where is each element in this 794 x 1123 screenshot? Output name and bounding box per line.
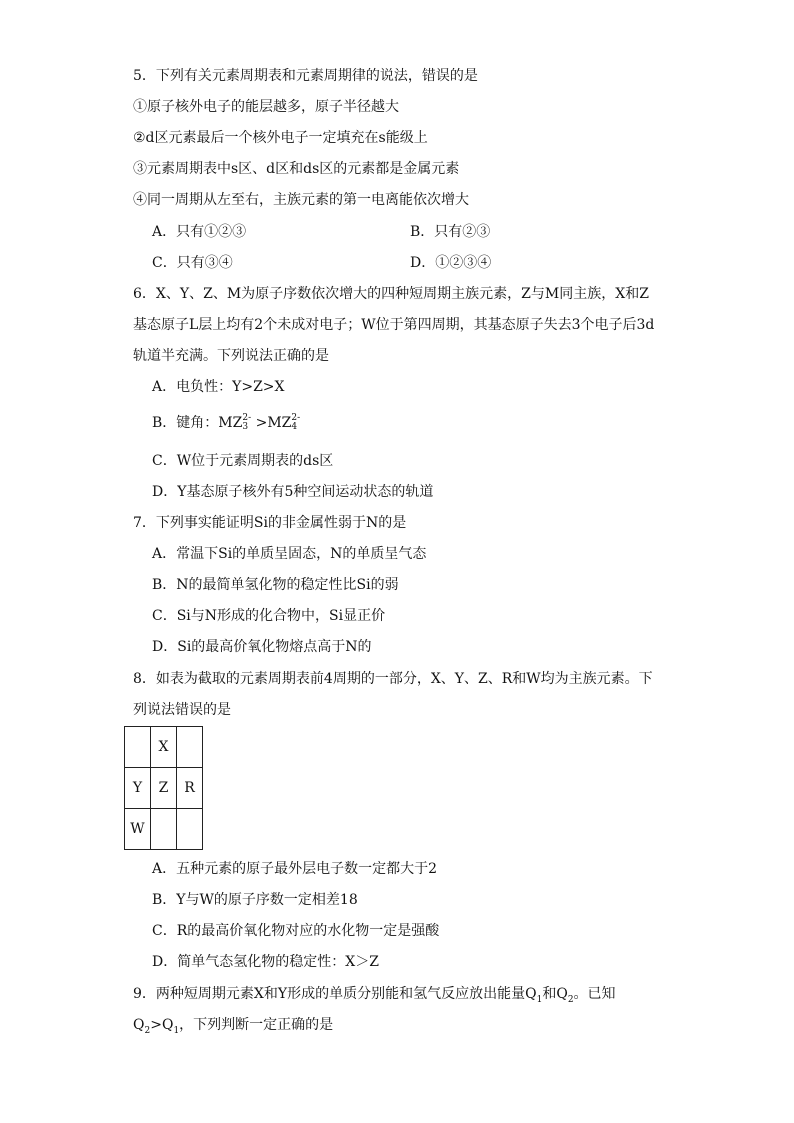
table-cell: W [125,809,151,850]
table-row [125,768,203,809]
q6-stem-line-1: 6．X、Y、Z、M为原子序数依次增大的四种短周期主族元素，Z与M同主族，X和Z [133,286,649,302]
q7-option-a: A．常温下Si的单质呈固态，N的单质呈气态 [152,546,427,562]
table-cell: Y [125,768,151,809]
q7-option-d: D．Si的最高价氧化物熔点高于N的 [152,639,372,655]
q8-stem-line-1: 8．如表为截取的元素周期表前4周期的一部分，X、Y、Z、R和W均为主族元素。下 [133,671,653,687]
q9-sub-3: 2 [144,1025,151,1036]
q5-option-b: B．只有②③ [410,224,491,240]
q9-sub-1: 1 [536,994,543,1005]
q9-stem-line-1 [133,984,616,1004]
q8-option-c: C．R的最高价氧化物对应的水化物一定是强酸 [152,923,440,939]
q5-item-3: ③元素周期表中s区、d区和ds区的元素都是金属元素 [133,161,460,177]
periodic-table-excerpt [124,726,203,850]
q7-stem: 7．下列事实能证明Si的非金属性弱于N的是 [133,515,407,531]
q9-sub-2: 2 [567,994,574,1005]
q5-stem: 5．下列有关元素周期表和元素周期律的说法，错误的是 [133,68,478,84]
q7-option-b: B．N的最简单氢化物的稳定性比Si的弱 [152,577,399,593]
q6-option-b-count-1: 3 [242,422,249,432]
q9-line2-c: ，下列判断一定正确的是 [179,1017,334,1033]
q7-option-c: C．Si与N形成的化合物中，Si显正价 [152,608,386,624]
q6-option-b-prefix: B．键角：MZ [152,415,243,431]
q8-option-b: B．Y与W的原子序数一定相差18 [152,892,358,908]
q9-line2-b: >Q [150,1017,174,1033]
table-cell [125,727,151,768]
q5-option-c: C．只有③④ [152,255,233,271]
q9-line1-a: 9．两种短周期元素X和Y形成的单质分别能和氢气反应放出能量Q [133,986,537,1002]
q6-option-a: A．电负性：Y>Z>X [152,379,285,395]
table-cell: R [177,768,203,809]
q5-option-d: D．①②③④ [410,255,492,271]
q6-option-b [152,413,300,433]
table-cell [177,809,203,850]
table-row [125,809,203,850]
q8-stem-line-2: 列说法错误的是 [133,702,231,718]
q5-item-4: ④同一周期从左至右，主族元素的第一电离能依次增大 [133,192,469,208]
q6-option-d: D．Y基态原子核外有5种空间运动状态的轨道 [152,484,434,500]
q5-option-a: A．只有①②③ [152,224,247,240]
q6-stem-line-3: 轨道半充满。下列说法正确的是 [133,348,329,364]
q5-item-1: ①原子核外电子的能层越多，原子半径越大 [133,99,399,115]
q9-line1-b: 和Q [542,986,568,1002]
q9-sub-4: 1 [173,1025,180,1036]
q6-option-c: C．W位于元素周期表的ds区 [152,453,334,469]
q8-option-d: D．简单气态氢化物的稳定性：X＞Z [152,954,379,970]
table-cell [151,809,177,850]
q6-option-b-charge-2: 2- [291,413,301,423]
q6-stem-line-2: 基态原子L层上均有2个未成对电子；W位于第四周期，其基态原子失去3个电子后3d [133,317,655,333]
table-row [125,727,203,768]
q9-line1-c: 。已知 [573,986,616,1002]
table-cell [177,727,203,768]
q6-option-b-charge-1: 2- [242,413,252,423]
q9-stem-line-2 [133,1015,333,1035]
q8-option-a: A．五种元素的原子最外层电子数一定都大于2 [152,861,438,877]
table-cell: X [151,727,177,768]
q6-option-b-mid: >MZ [251,415,292,431]
table-cell: Z [151,768,177,809]
q6-option-b-count-2: 4 [291,422,298,432]
q9-line2-a: Q [133,1017,145,1033]
q5-item-2: ②d区元素最后一个核外电子一定填充在s能级上 [133,130,428,146]
